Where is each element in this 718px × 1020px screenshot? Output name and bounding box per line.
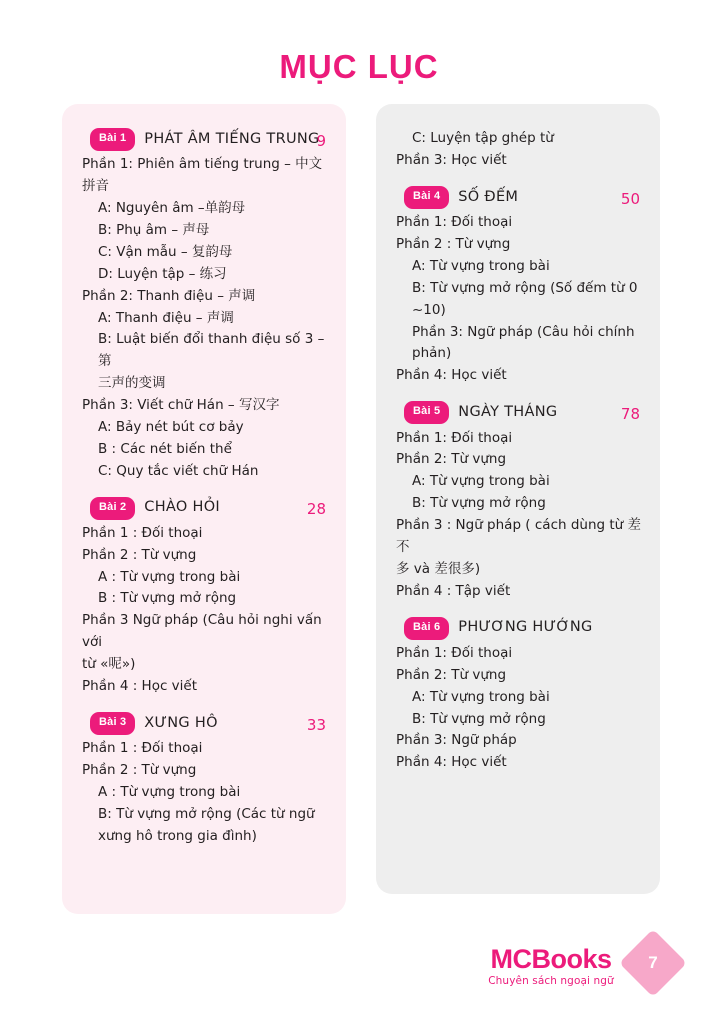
lesson-title: CHÀO HỎI [144,499,221,516]
toc-lesson-header[interactable] [82,128,328,151]
toc-entry-line[interactable]: Phần 3: Viết chữ Hán – 写汉字 [82,396,280,413]
page-number: 7 [648,953,658,972]
toc-lesson-header[interactable] [82,496,328,519]
toc-entry-line[interactable]: A: Từ vựng trong bài [412,688,550,705]
toc-entry-line[interactable]: Phần 1 : Đối thoại [82,524,203,541]
toc-entry-line[interactable]: C: Vận mẫu – 复韵母 [98,243,233,260]
lesson-page-number: 28 [306,500,326,519]
lesson-title: SỐ ĐẾM [458,188,519,205]
toc-entry-line[interactable]: Phần 2 : Từ vựng [82,546,197,563]
page-title: MỤC LỤC [279,48,439,85]
lesson-badge: Bài 1 [90,128,135,151]
toc-entry-line[interactable]: 拼音 [82,178,109,195]
lesson-badge: Bài 2 [90,497,135,520]
toc-entry-line[interactable]: B : Từ vựng mở rộng [98,590,237,607]
lesson-title: NGÀY THÁNG [458,404,558,421]
toc-lesson-header[interactable] [396,186,642,209]
lesson-badge: Bài 4 [404,186,449,209]
toc-lesson-header[interactable] [396,616,642,639]
toc-column-left [62,104,346,914]
toc-entry-line[interactable]: Phần 3: Ngữ pháp (Câu hỏi chính phản) [412,323,635,362]
lesson-page-number: 9 [316,132,326,150]
lesson-badge: Bài 5 [404,401,449,424]
toc-lesson-header[interactable] [82,712,328,735]
publisher-name: MCBooks [490,944,612,974]
toc-entry-line[interactable]: Phần 2 : Từ vựng [396,236,511,253]
lesson-page-number: 50 [620,189,640,208]
toc-entry-line[interactable]: A: Từ vựng trong bài [412,473,550,490]
toc-entry-line[interactable]: B: Từ vựng mở rộng (Số đếm từ 0 ~10) [412,279,638,318]
toc-entry-line[interactable]: B: Luật biến đổi thanh điệu số 3 – 第 [98,331,325,370]
toc-entry-line[interactable]: Phần 3 : Ngữ pháp ( cách dùng từ 差不 [396,517,642,555]
toc-entry-line[interactable]: Phần 3 Ngữ pháp (Câu hỏi nghi vấn với [82,612,322,651]
toc-entry-line[interactable]: B: Từ vựng mở rộng (Các từ ngữ [98,805,315,822]
section-spacer [82,482,328,496]
section-spacer [396,387,642,401]
toc-entry-line[interactable]: Phần 2: Thanh điệu – 声调 [82,287,256,304]
toc-entry-line[interactable]: B: Phụ âm – 声母 [98,222,210,239]
lesson-badge: Bài 3 [90,712,135,735]
toc-entry-line[interactable]: Phần 1: Đối thoại [396,644,513,661]
toc-entry-line[interactable]: Phần 2 : Từ vựng [82,762,197,779]
toc-entry-line[interactable]: Phần 3: Ngữ pháp [396,732,517,749]
toc-lesson-header[interactable] [396,401,642,424]
publisher-logo [486,946,616,987]
toc-entry-line[interactable]: Phần 4: Học viết [396,367,507,384]
toc-entry-line[interactable]: Phần 2: Từ vựng [396,451,507,468]
section-spacer [396,602,642,616]
toc-entry-line[interactable]: B: Từ vựng mở rộng [412,495,546,512]
toc-entry-line[interactable]: A : Từ vựng trong bài [98,783,241,800]
lesson-page-number: 78 [620,405,640,424]
lesson-title: XƯNG HÔ [144,714,218,731]
lesson-title: PHÁT ÂM TIẾNG TRUNG [144,131,320,147]
toc-entry-line[interactable]: C: Luyện tập ghép từ [412,130,554,146]
toc-entry-line[interactable]: Phần 1: Đối thoại [396,214,513,231]
toc-entry-line[interactable]: Phần 1: Phiên âm tiếng trung – 中文 [82,156,323,173]
toc-entry-line[interactable]: Phần 4 : Học viết [82,677,198,694]
toc-entry-line[interactable]: 三声的变调 [98,375,166,392]
section-spacer [82,698,328,712]
toc-entry-line[interactable]: 多 và 差很多) [396,560,481,577]
publisher-tagline: Chuyên sách ngoại ngữ [488,975,614,987]
toc-entry-line[interactable]: từ «呢») [82,656,136,673]
toc-entry-line[interactable]: Phần 4: Học viết [396,754,507,771]
toc-entry-line[interactable]: Phần 1: Đối thoại [396,429,513,446]
toc-entry-line[interactable]: Phần 1 : Đối thoại [82,740,203,757]
toc-entry-line[interactable]: A : Từ vựng trong bài [98,568,241,585]
lesson-title: PHƯƠNG HƯỚNG [458,619,593,636]
toc-entry-line[interactable]: A: Nguyên âm –单韵母 [98,200,246,217]
toc-column-right [376,104,660,894]
toc-entry-line[interactable]: A: Từ vựng trong bài [412,257,550,274]
toc-entry-line[interactable]: Phần 4 : Tập viết [396,582,511,599]
toc-entry-line[interactable]: xưng hô trong gia đình) [98,827,257,844]
toc-entry-line[interactable]: B : Các nét biến thể [98,440,232,457]
toc-entry-line[interactable]: C: Quy tắc viết chữ Hán [98,462,259,479]
lesson-badge: Bài 6 [404,617,449,640]
toc-entry-line[interactable]: B: Từ vựng mở rộng [412,710,546,727]
toc-entry-line[interactable]: D: Luyện tập – 练习 [98,265,227,282]
lesson-page-number: 33 [306,715,326,734]
toc-entry-line[interactable]: A: Thanh điệu – 声调 [98,309,234,326]
toc-entry-line[interactable]: A: Bảy nét bút cơ bảy [98,418,244,435]
toc-entry-line[interactable]: Phần 3: Học viết [396,151,507,168]
toc-entry-line[interactable]: Phần 2: Từ vựng [396,666,507,683]
section-spacer [396,172,642,186]
